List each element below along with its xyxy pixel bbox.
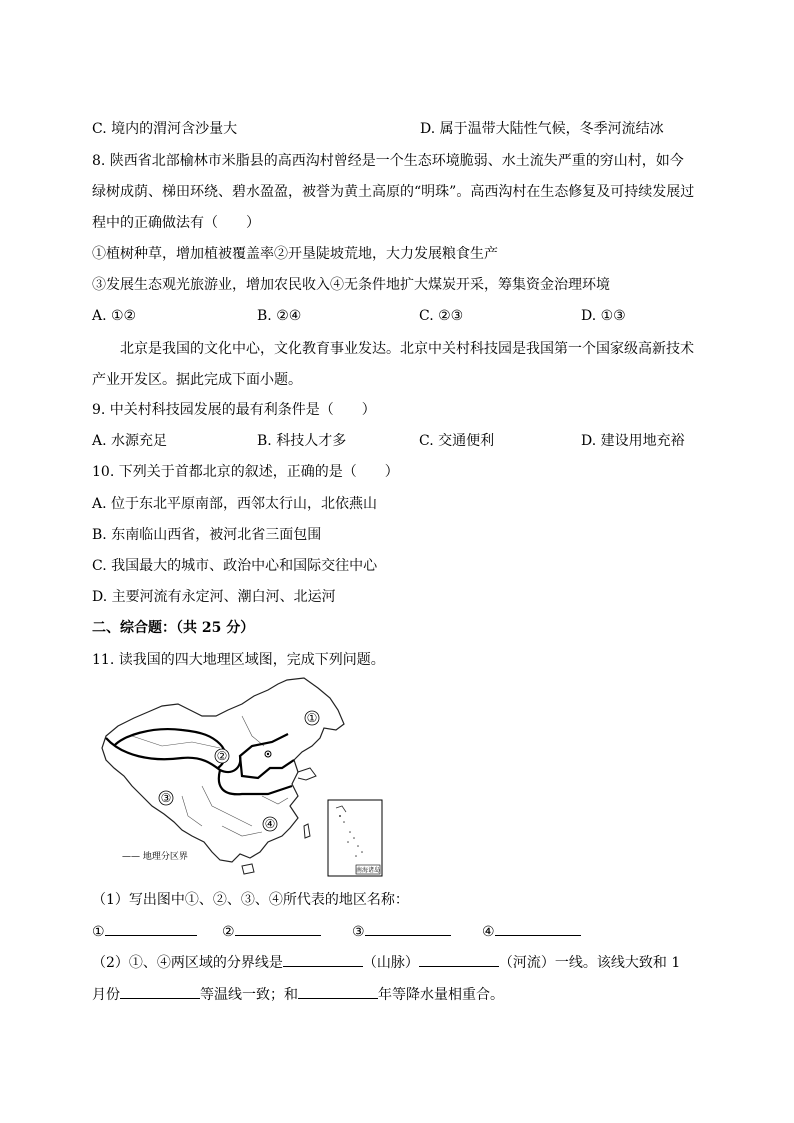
china-regions-map <box>92 676 392 882</box>
q10-option-c: C. 我国最大的城市、政治中心和国际交往中心 <box>92 558 378 574</box>
q10-stem: 10. 下列关于首都北京的叙述，正确的是（ ） <box>92 464 399 480</box>
q11-stem: 11. 读我国的四大地理区域图，完成下列问题。 <box>92 652 385 668</box>
blank-label-3: ③ <box>352 924 365 940</box>
q8-statement-2: ③发展生态观光旅游业，增加农民收入④无条件地扩大煤炭开采，筹集资金治理环境 <box>92 277 610 293</box>
sub2-text-5: 等温线一致；和 <box>200 987 298 1003</box>
map-label-3: ③ <box>160 791 172 805</box>
answer-blank-isotherm[interactable] <box>120 984 200 999</box>
q7-option-d: D. 属于温带大陆性气候，冬季河流结冰 <box>420 121 664 137</box>
answer-blank-mountain[interactable] <box>283 952 363 967</box>
blank-label-4: ④ <box>482 924 495 940</box>
answer-blank-3[interactable] <box>365 921 451 936</box>
answer-blank-2[interactable] <box>235 921 321 936</box>
inset-label: 南海诸岛 <box>355 867 381 874</box>
blank-label-1: ① <box>92 924 105 940</box>
q11-sub2-line2 <box>92 984 504 1005</box>
q9-option-b: B. 科技人才多 <box>257 433 347 449</box>
answer-blank-river[interactable] <box>419 952 499 967</box>
answer-blank-4[interactable] <box>495 921 581 936</box>
sub2-text-6: 年等降水量相重合。 <box>378 987 504 1003</box>
q10-option-a: A. 位于东北平原南部，西邻太行山，北依燕山 <box>92 496 378 512</box>
sub2-text-4: 月份 <box>92 987 120 1003</box>
q8-option-d: D. ①③ <box>581 308 626 324</box>
south-china-sea-inset <box>328 800 382 876</box>
q9-option-d: D. 建设用地充裕 <box>581 433 685 449</box>
q8-option-a: A. ①② <box>92 308 137 324</box>
taiwan-island <box>304 824 310 838</box>
map-label-1: ① <box>306 711 318 725</box>
q9-option-c: C. 交通便利 <box>419 433 495 449</box>
hainan-island <box>242 864 254 874</box>
q11-blank-3 <box>352 921 451 942</box>
q8-option-b: B. ②④ <box>257 308 302 324</box>
answer-blank-1[interactable] <box>105 921 197 936</box>
q11-blank-2 <box>222 921 321 942</box>
q8-stem-line2: 绿树成荫、梯田环绕、碧水盈盈，被誉为黄土高原的“明珠”。高西沟村在生态修复及可持续发展过 <box>92 184 695 200</box>
passage-line1: 北京是我国的文化中心，文化教育事业发达。北京中关村科技园是我国第一个国家级高新技术 <box>120 341 694 357</box>
section2-title: 二、综合题：（共 25 分） <box>92 620 255 636</box>
q7-option-c: C. 境内的渭河含沙量大 <box>92 121 238 137</box>
sub2-text-1: （2）①、④两区域的分界线是 <box>92 955 283 971</box>
q8-stem-line1: 8. 陕西省北部榆林市米脂县的高西沟村曾经是一个生态环境脆弱、水土流失严重的穷山村，如今 <box>92 153 684 169</box>
q8-option-c: C. ②③ <box>419 308 464 324</box>
sub2-text-3: （河流）一线。该线大致和 1 <box>498 955 681 971</box>
q8-stem-line3: 程中的正确做法有（ ） <box>92 215 260 231</box>
q11-blank-1 <box>92 921 197 942</box>
q9-stem: 9. 中关村科技园发展的最有利条件是（ ） <box>92 402 376 418</box>
q11-blank-4 <box>482 921 581 942</box>
q8-statement-1: ①植树种草，增加植被覆盖率②开垦陡坡荒地，大力发展粮食生产 <box>92 246 498 262</box>
answer-blank-isohyet[interactable] <box>298 984 378 999</box>
map-legend: —— 地理分区界 <box>122 852 188 862</box>
map-label-4: ④ <box>264 817 276 831</box>
q11-sub1-text: （1）写出图中①、②、③、④所代表的地区名称： <box>92 892 409 908</box>
q11-sub2-line1 <box>92 952 680 973</box>
passage-line2: 产业开发区。据此完成下面小题。 <box>92 372 302 388</box>
map-label-2: ② <box>216 749 228 763</box>
q10-option-d: D. 主要河流有永定河、潮白河、北运河 <box>92 589 336 605</box>
q10-option-b: B. 东南临山西省，被河北省三面包围 <box>92 527 322 543</box>
q9-option-a: A. 水源充足 <box>92 433 168 449</box>
sub2-text-2: （山脉） <box>362 955 419 971</box>
blank-label-2: ② <box>222 924 235 940</box>
